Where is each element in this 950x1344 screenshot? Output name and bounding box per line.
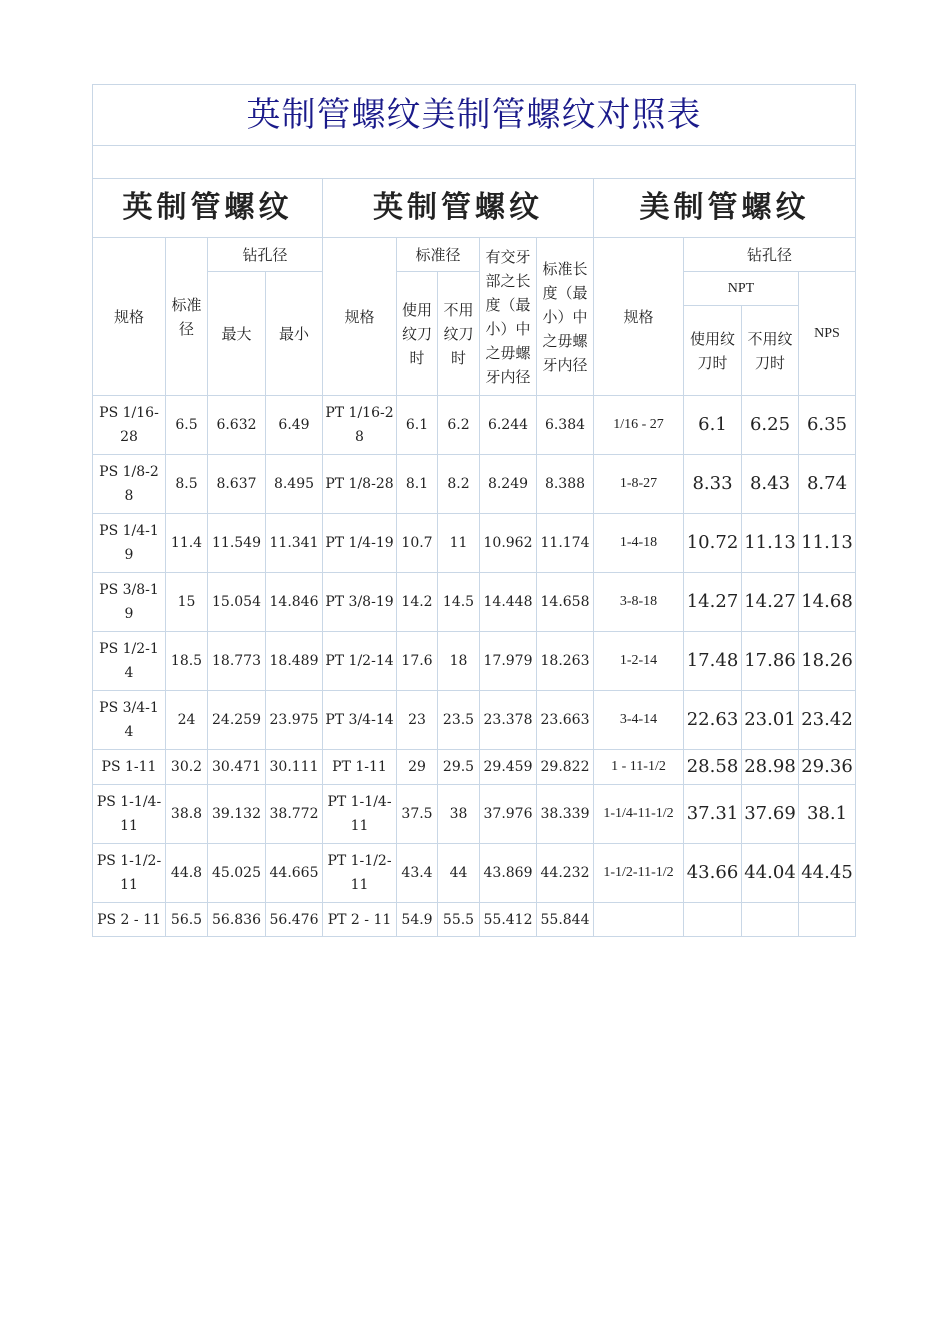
cell-ps-std-dia: 56.5 [166, 903, 208, 937]
cell-ps-spec: PS 1-1/2-11 [93, 844, 166, 903]
header-spec-us: 规格 [594, 238, 684, 396]
cell-ps-spec: PS 3/8-19 [93, 573, 166, 632]
cell-effective-length: 23.378 [480, 691, 537, 750]
cell-npt-use-tap: 14.27 [684, 573, 742, 632]
cell-effective-length: 43.869 [480, 844, 537, 903]
cell-ps-drill-max: 15.054 [208, 573, 266, 632]
cell-pt-spec: PT 1/2-14 [323, 632, 397, 691]
cell-npt-use-tap: 37.31 [684, 785, 742, 844]
cell-pt-spec: PT 1/8-28 [323, 455, 397, 514]
table-row [93, 844, 856, 903]
cell-pt-no-tap: 44 [438, 844, 480, 903]
cell-ps-drill-max: 6.632 [208, 396, 266, 455]
header-nps: NPS [799, 272, 856, 396]
cell-ps-drill-min: 56.476 [266, 903, 323, 937]
cell-us-spec: 3-8-18 [594, 573, 684, 632]
cell-npt-no-tap: 6.25 [742, 396, 799, 455]
cell-pt-spec: PT 3/4-14 [323, 691, 397, 750]
header-use-tap-us: 使用纹刀时 [684, 306, 742, 396]
cell-pt-no-tap: 8.2 [438, 455, 480, 514]
cell-pt-no-tap: 38 [438, 785, 480, 844]
cell-std-length: 55.844 [537, 903, 594, 937]
cell-pt-use-tap: 8.1 [397, 455, 438, 514]
table-row [93, 455, 856, 514]
cell-npt-no-tap [742, 903, 799, 937]
cell-npt-no-tap: 23.01 [742, 691, 799, 750]
cell-pt-spec: PT 1-11 [323, 750, 397, 785]
cell-ps-std-dia: 30.2 [166, 750, 208, 785]
cell-effective-length: 10.962 [480, 514, 537, 573]
cell-npt-no-tap: 11.13 [742, 514, 799, 573]
cell-ps-drill-max: 11.549 [208, 514, 266, 573]
cell-ps-drill-min: 8.495 [266, 455, 323, 514]
cell-ps-drill-min: 14.846 [266, 573, 323, 632]
page-title: 英制管螺纹美制管螺纹对照表 [93, 85, 856, 146]
cell-ps-drill-min: 30.111 [266, 750, 323, 785]
cell-std-length: 23.663 [537, 691, 594, 750]
cell-effective-length: 8.249 [480, 455, 537, 514]
table-row [93, 514, 856, 573]
cell-ps-drill-max: 30.471 [208, 750, 266, 785]
header-spec-pt: 规格 [323, 238, 397, 396]
cell-ps-std-dia: 8.5 [166, 455, 208, 514]
cell-pt-spec: PT 1-1/2-11 [323, 844, 397, 903]
cell-nps: 14.68 [799, 573, 856, 632]
cell-pt-no-tap: 6.2 [438, 396, 480, 455]
header-min: 最小 [266, 272, 323, 396]
cell-ps-drill-min: 38.772 [266, 785, 323, 844]
cell-effective-length: 17.979 [480, 632, 537, 691]
cell-pt-use-tap: 54.9 [397, 903, 438, 937]
cell-pt-spec: PT 2 - 11 [323, 903, 397, 937]
cell-pt-no-tap: 29.5 [438, 750, 480, 785]
header-drill-dia-ps: 钻孔径 [208, 238, 323, 272]
cell-ps-drill-max: 24.259 [208, 691, 266, 750]
cell-pt-use-tap: 10.7 [397, 514, 438, 573]
cell-pt-no-tap: 23.5 [438, 691, 480, 750]
cell-std-length: 8.388 [537, 455, 594, 514]
cell-std-length: 6.384 [537, 396, 594, 455]
cell-npt-use-tap: 28.58 [684, 750, 742, 785]
cell-us-spec [594, 903, 684, 937]
cell-ps-drill-min: 6.49 [266, 396, 323, 455]
cell-npt-no-tap: 28.98 [742, 750, 799, 785]
cell-pt-spec: PT 1-1/4-11 [323, 785, 397, 844]
cell-nps: 11.13 [799, 514, 856, 573]
cell-pt-use-tap: 6.1 [397, 396, 438, 455]
cell-ps-spec: PS 2 - 11 [93, 903, 166, 937]
cell-std-length: 14.658 [537, 573, 594, 632]
cell-ps-spec: PS 1/4-19 [93, 514, 166, 573]
cell-pt-no-tap: 11 [438, 514, 480, 573]
cell-us-spec: 1/16 - 27 [594, 396, 684, 455]
cell-pt-use-tap: 37.5 [397, 785, 438, 844]
cell-npt-no-tap: 17.86 [742, 632, 799, 691]
cell-nps: 18.26 [799, 632, 856, 691]
cell-us-spec: 3-4-14 [594, 691, 684, 750]
cell-ps-drill-max: 8.637 [208, 455, 266, 514]
cell-nps: 8.74 [799, 455, 856, 514]
cell-nps: 6.35 [799, 396, 856, 455]
cell-pt-spec: PT 1/16-28 [323, 396, 397, 455]
cell-nps: 29.36 [799, 750, 856, 785]
cell-npt-use-tap: 10.72 [684, 514, 742, 573]
cell-us-spec: 1 - 11-1/2 [594, 750, 684, 785]
cell-nps: 44.45 [799, 844, 856, 903]
blank-row [93, 146, 856, 179]
header-effective-length: 有交牙部之长度（最小）中之毋螺牙内径 [480, 238, 537, 396]
cell-pt-no-tap: 18 [438, 632, 480, 691]
cell-effective-length: 6.244 [480, 396, 537, 455]
cell-us-spec: 1-1/4-11-1/2 [594, 785, 684, 844]
cell-nps: 38.1 [799, 785, 856, 844]
cell-npt-use-tap: 17.48 [684, 632, 742, 691]
cell-npt-use-tap [684, 903, 742, 937]
cell-us-spec: 1-2-14 [594, 632, 684, 691]
cell-npt-no-tap: 14.27 [742, 573, 799, 632]
cell-pt-no-tap: 55.5 [438, 903, 480, 937]
cell-npt-no-tap: 37.69 [742, 785, 799, 844]
cell-ps-std-dia: 15 [166, 573, 208, 632]
table-row [93, 691, 856, 750]
thread-comparison-table [92, 84, 856, 937]
cell-ps-drill-max: 18.773 [208, 632, 266, 691]
cell-ps-drill-min: 44.665 [266, 844, 323, 903]
cell-std-length: 44.232 [537, 844, 594, 903]
cell-pt-spec: PT 3/8-19 [323, 573, 397, 632]
header-std-dia-pt: 标准径 [397, 238, 480, 272]
cell-std-length: 11.174 [537, 514, 594, 573]
cell-ps-spec: PS 1-1/4-11 [93, 785, 166, 844]
header-no-tap: 不用纹刀时 [438, 272, 480, 396]
cell-ps-spec: PS 1-11 [93, 750, 166, 785]
cell-ps-drill-max: 45.025 [208, 844, 266, 903]
cell-ps-std-dia: 6.5 [166, 396, 208, 455]
cell-us-spec: 1-1/2-11-1/2 [594, 844, 684, 903]
cell-effective-length: 14.448 [480, 573, 537, 632]
table-body [93, 396, 856, 937]
cell-ps-spec: PS 1/16-28 [93, 396, 166, 455]
header-no-tap-us: 不用纹刀时 [742, 306, 799, 396]
cell-nps [799, 903, 856, 937]
cell-effective-length: 55.412 [480, 903, 537, 937]
header-std-length: 标准长度（最小）中之毋螺牙内径 [537, 238, 594, 396]
cell-ps-drill-max: 56.836 [208, 903, 266, 937]
cell-ps-drill-min: 23.975 [266, 691, 323, 750]
table-row [93, 785, 856, 844]
cell-us-spec: 1-4-18 [594, 514, 684, 573]
cell-std-length: 38.339 [537, 785, 594, 844]
cell-pt-use-tap: 43.4 [397, 844, 438, 903]
cell-ps-drill-min: 11.341 [266, 514, 323, 573]
table-row [93, 903, 856, 937]
table-row [93, 750, 856, 785]
cell-effective-length: 37.976 [480, 785, 537, 844]
cell-ps-spec: PS 3/4-14 [93, 691, 166, 750]
cell-pt-no-tap: 14.5 [438, 573, 480, 632]
cell-npt-use-tap: 22.63 [684, 691, 742, 750]
table-row [93, 573, 856, 632]
header-drill-dia-us: 钻孔径 [684, 238, 856, 272]
cell-ps-spec: PS 1/2-14 [93, 632, 166, 691]
cell-npt-no-tap: 44.04 [742, 844, 799, 903]
cell-std-length: 29.822 [537, 750, 594, 785]
header-spec-ps: 规格 [93, 238, 166, 396]
cell-ps-std-dia: 38.8 [166, 785, 208, 844]
table-row [93, 632, 856, 691]
cell-pt-use-tap: 23 [397, 691, 438, 750]
cell-ps-std-dia: 18.5 [166, 632, 208, 691]
section-title-pt: 英制管螺纹 [323, 179, 594, 238]
header-npt: NPT [684, 272, 799, 306]
cell-ps-spec: PS 1/8-28 [93, 455, 166, 514]
cell-ps-std-dia: 24 [166, 691, 208, 750]
header-std-dia-ps: 标准径 [166, 238, 208, 396]
cell-std-length: 18.263 [537, 632, 594, 691]
cell-nps: 23.42 [799, 691, 856, 750]
cell-npt-use-tap: 8.33 [684, 455, 742, 514]
cell-pt-spec: PT 1/4-19 [323, 514, 397, 573]
header-use-tap: 使用纹刀时 [397, 272, 438, 396]
cell-ps-std-dia: 44.8 [166, 844, 208, 903]
cell-pt-use-tap: 14.2 [397, 573, 438, 632]
cell-npt-use-tap: 43.66 [684, 844, 742, 903]
cell-pt-use-tap: 29 [397, 750, 438, 785]
cell-npt-use-tap: 6.1 [684, 396, 742, 455]
table-row [93, 396, 856, 455]
cell-ps-drill-max: 39.132 [208, 785, 266, 844]
section-title-ps: 英制管螺纹 [93, 179, 323, 238]
cell-ps-std-dia: 11.4 [166, 514, 208, 573]
header-max: 最大 [208, 272, 266, 396]
cell-ps-drill-min: 18.489 [266, 632, 323, 691]
section-title-us: 美制管螺纹 [594, 179, 856, 238]
cell-us-spec: 1-8-27 [594, 455, 684, 514]
cell-npt-no-tap: 8.43 [742, 455, 799, 514]
cell-pt-use-tap: 17.6 [397, 632, 438, 691]
cell-effective-length: 29.459 [480, 750, 537, 785]
